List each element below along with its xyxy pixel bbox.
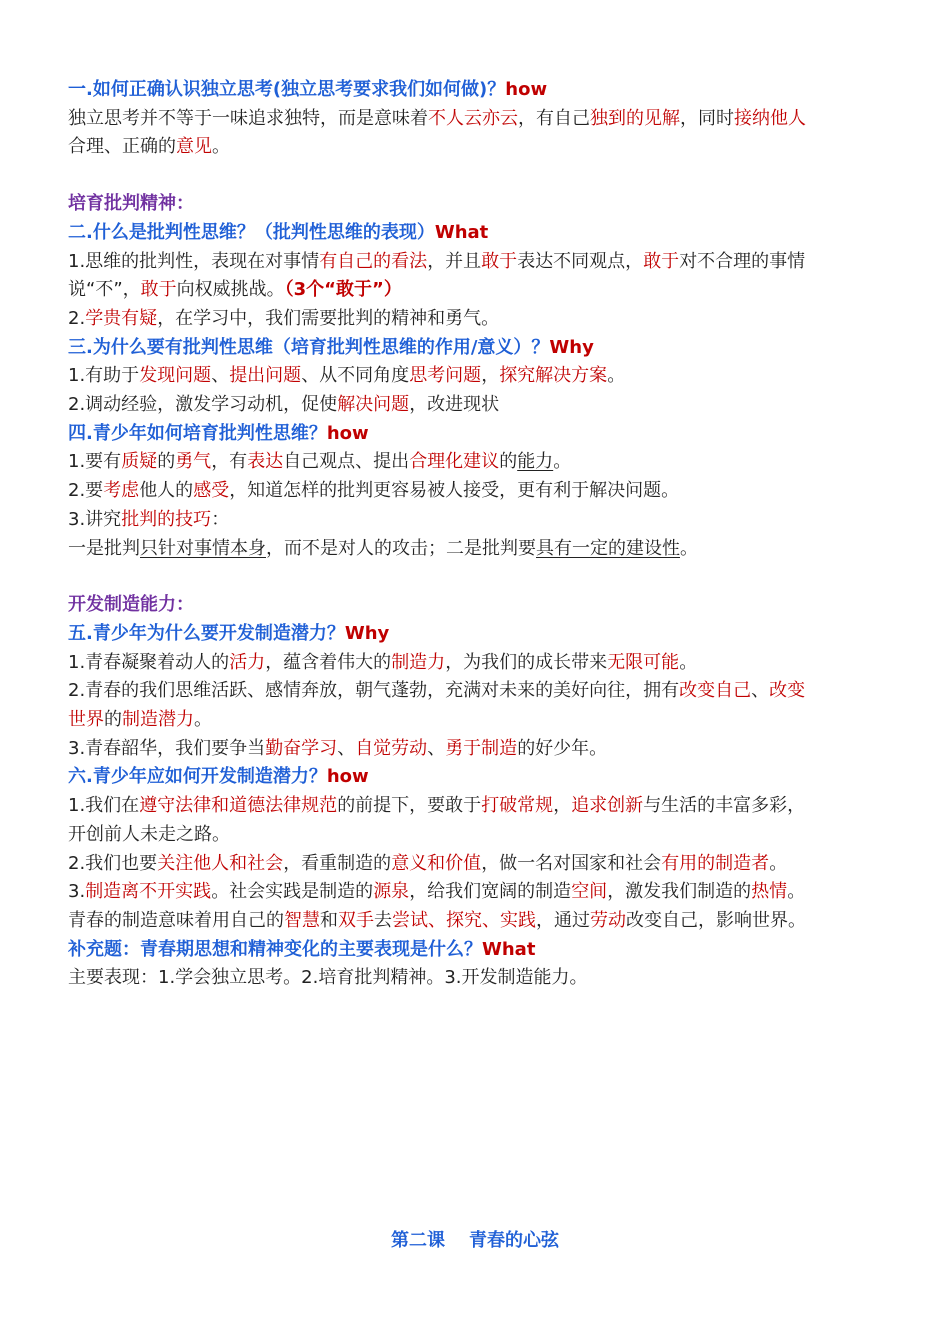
s2-heading-text: 二.什么是批判性思维？（批判性思维的表现）: [68, 221, 435, 243]
keyword: 有用的制造者: [661, 852, 770, 874]
s5-heading-tag: Why: [344, 622, 390, 644]
keyword: 质疑: [121, 451, 158, 473]
underlined: 只针对事情本身: [140, 537, 266, 559]
s5-line1: [68, 649, 898, 678]
s6-line5: [68, 907, 898, 936]
keyword: 提出问题: [229, 365, 302, 387]
text: 、: [211, 365, 230, 387]
text: ，蕴含着伟大的: [265, 651, 392, 673]
keyword: 勤奋学习: [265, 737, 338, 759]
text: 合理、正确的: [68, 136, 176, 158]
keyword: 勇气: [175, 451, 212, 473]
underlined: 具有一定的建设性: [536, 537, 680, 559]
s6-heading-tag: how: [326, 766, 369, 788]
keyword: 追求创新: [571, 795, 644, 817]
text: 1.我们在: [68, 795, 140, 817]
text: ，给我们宽阔的制造: [409, 881, 572, 903]
text: 。: [680, 537, 698, 559]
text: 和: [320, 909, 338, 931]
s2-heading-tag: What: [434, 221, 489, 243]
keyword: 世界: [68, 709, 104, 731]
keyword: 合理化建议: [409, 451, 500, 473]
text: ，激发我们制造的: [607, 881, 752, 903]
text: ，: [481, 365, 500, 387]
text: 。: [787, 881, 806, 903]
lesson-number: 第二课: [391, 1230, 445, 1251]
text: ，有自己: [518, 107, 590, 129]
text: 2.调动经验，激发学习动机，促使: [68, 394, 338, 416]
s3-line2: [68, 391, 898, 420]
keyword: 热情: [751, 881, 788, 903]
s5-line4: [68, 735, 898, 764]
s6-line1: [68, 792, 898, 821]
text: ，: [553, 795, 572, 817]
s1-heading-text: 一.如何正确认识独立思考(独立思考要求我们如何做)？: [68, 79, 506, 100]
text: 的: [499, 451, 518, 473]
s7-line1: 主要表现：1.学会独立思考。2.培育批判精神。3.开发制造能力。: [68, 967, 588, 989]
s1-line2: [68, 133, 898, 162]
text: 改变自己，影响世界。: [626, 909, 806, 931]
keyword: 源泉: [373, 881, 410, 903]
s4-line2: [68, 477, 898, 506]
s5-heading: [68, 620, 898, 649]
keyword: 劳动: [590, 909, 626, 931]
footer-lesson-title: [0, 1226, 950, 1252]
s4-heading-text: 四.青少年如何培育批判性思维？: [68, 422, 327, 444]
text: 的: [157, 451, 176, 473]
s2-line3: [68, 305, 898, 334]
text: 1.思维的批判性，表现在对事情: [68, 250, 320, 272]
s6-line4: [68, 878, 898, 907]
text: 、从不同角度: [301, 365, 410, 387]
keyword: 意见: [176, 136, 212, 158]
text: 对不合理的事情: [679, 250, 806, 272]
text: 表达不同观点，: [517, 250, 644, 272]
keyword: 自觉劳动: [355, 737, 428, 759]
keyword: 意义和价值: [391, 852, 482, 874]
s4-heading-tag: how: [326, 422, 369, 444]
s1-heading: [68, 76, 898, 105]
keyword: 接纳他人: [734, 107, 806, 129]
s7-heading-text: 补充题：青春期思想和精神变化的主要表现是什么？: [68, 938, 482, 960]
s3-line1: [68, 362, 898, 391]
text: 。: [194, 709, 212, 731]
s4-heading: [68, 420, 898, 449]
s3-heading-tag: Why: [549, 336, 594, 358]
text: 、: [337, 737, 356, 759]
text: ，看重制造的: [283, 852, 392, 874]
emphasis: （3个“敢于”）: [284, 279, 402, 301]
s5-line2: [68, 677, 898, 706]
keyword: 勇于制造: [445, 737, 518, 759]
text: ，为我们的成长带来: [445, 651, 608, 673]
keyword: 制造力: [391, 651, 446, 673]
text: 3.: [68, 881, 86, 903]
text: ，而不是对人的攻击；二是批判要: [266, 537, 536, 559]
text: 。社会实践是制造的: [211, 881, 374, 903]
keyword: 发现问题: [139, 365, 212, 387]
keyword: 敢于: [643, 250, 680, 272]
s6-line3: [68, 850, 898, 879]
s4-line1: [68, 448, 898, 477]
text: 的好少年。: [517, 737, 608, 759]
text: 。: [607, 365, 626, 387]
keyword: 敢于: [481, 250, 518, 272]
s4-line4: [68, 535, 898, 564]
keyword: 解决问题: [337, 394, 410, 416]
text: 2.: [68, 307, 86, 329]
text: 2.要: [68, 480, 104, 502]
text: ，做一名对国家和社会: [481, 852, 662, 874]
text: 去: [374, 909, 392, 931]
keyword: 遵守法律和道德法律规范: [139, 795, 338, 817]
keyword: 感受: [193, 480, 230, 502]
text: 3.青春韶华，我们要争当: [68, 737, 266, 759]
text: 向权威挑战。: [176, 279, 285, 301]
keyword: 制造潜力: [122, 709, 194, 731]
text: 1.有助于: [68, 365, 140, 387]
keyword: 有自己的看法: [319, 250, 428, 272]
section-title-critical: 培育批判精神：: [68, 193, 194, 215]
text: ，在学习中，我们需要批判的精神和勇气。: [157, 307, 500, 329]
text: 。: [212, 136, 230, 158]
keyword: 学贵有疑: [85, 307, 158, 329]
text: ，改进现状: [409, 394, 500, 416]
text: 、: [427, 737, 446, 759]
text: 。: [553, 451, 572, 473]
keyword: 考虑: [103, 480, 140, 502]
keyword: 不人云亦云: [428, 107, 518, 129]
keyword: 尝试、探究、实践: [392, 909, 536, 931]
text: ，有: [211, 451, 248, 473]
s1-line1: [68, 105, 898, 134]
s3-heading-text: 三.为什么要有批判性思维（培育批判性思维的作用/意义）？: [68, 336, 550, 358]
text: ：: [211, 508, 230, 530]
text: ，通过: [536, 909, 590, 931]
text: 3.讲究: [68, 508, 122, 530]
keyword: 敢于: [140, 279, 177, 301]
s2-line1: [68, 248, 898, 277]
lesson-title: 青春的心弦: [469, 1230, 559, 1251]
s1-heading-tag: how: [505, 79, 548, 100]
text: 与生活的丰富多彩，: [643, 795, 806, 817]
text: 2.我们也要: [68, 852, 158, 874]
text: 说“不”，: [68, 279, 141, 301]
text: 独立思考并不等于一味追求独特，而是意味着: [68, 107, 428, 129]
s2-line2: [68, 276, 898, 305]
text: 的: [104, 709, 122, 731]
text: 自己观点、提出: [283, 451, 410, 473]
s2-heading: [68, 219, 898, 248]
section-title-create: 开发制造能力：: [68, 594, 194, 616]
document-body: [68, 76, 898, 993]
keyword: 改变自己: [679, 680, 752, 702]
underlined: 能力: [517, 451, 554, 473]
s4-line3: [68, 506, 898, 535]
text: 、: [751, 680, 770, 702]
keyword: 打破常规: [481, 795, 554, 817]
keyword: 关注他人和社会: [157, 852, 284, 874]
s6-heading-text: 六.青少年应如何开发制造潜力？: [68, 766, 327, 788]
keyword: 探究解决方案: [499, 365, 608, 387]
keyword: 改变: [769, 680, 806, 702]
s7-heading: [68, 936, 898, 965]
keyword: 表达: [247, 451, 284, 473]
keyword: 智慧: [284, 909, 320, 931]
s3-heading: [68, 334, 898, 363]
text: 2.青春的我们思维活跃、感情奔放，朝气蓬勃，充满对未来的美好向往，拥有: [68, 680, 680, 702]
keyword: 批判的技巧: [121, 508, 212, 530]
text: ，同时: [680, 107, 734, 129]
text: 的前提下，要敢于: [337, 795, 482, 817]
keyword: 独到的见解: [590, 107, 680, 129]
s5-line3: [68, 706, 898, 735]
keyword: 思考问题: [409, 365, 482, 387]
s5-heading-text: 五.青少年为什么要开发制造潜力？: [68, 622, 345, 644]
text: 。: [679, 651, 698, 673]
text: ，并且: [427, 250, 482, 272]
s6-line2: 开创前人未走之路。: [68, 823, 230, 845]
keyword: 制造离不开实践: [85, 881, 212, 903]
text: 1.青春凝聚着动人的: [68, 651, 230, 673]
text: 青春的制造意味着用自己的: [68, 909, 284, 931]
text: 1.要有: [68, 451, 122, 473]
text: 他人的: [139, 480, 194, 502]
keyword: 双手: [338, 909, 374, 931]
keyword: 空间: [571, 881, 608, 903]
keyword: 无限可能: [607, 651, 680, 673]
s7-heading-tag: What: [482, 938, 536, 960]
text: ，知道怎样的批判更容易被人接受，更有利于解决问题。: [229, 480, 680, 502]
text: 一是批判: [68, 537, 140, 559]
keyword: 活力: [229, 651, 266, 673]
s6-heading: [68, 763, 898, 792]
text: 。: [769, 852, 788, 874]
